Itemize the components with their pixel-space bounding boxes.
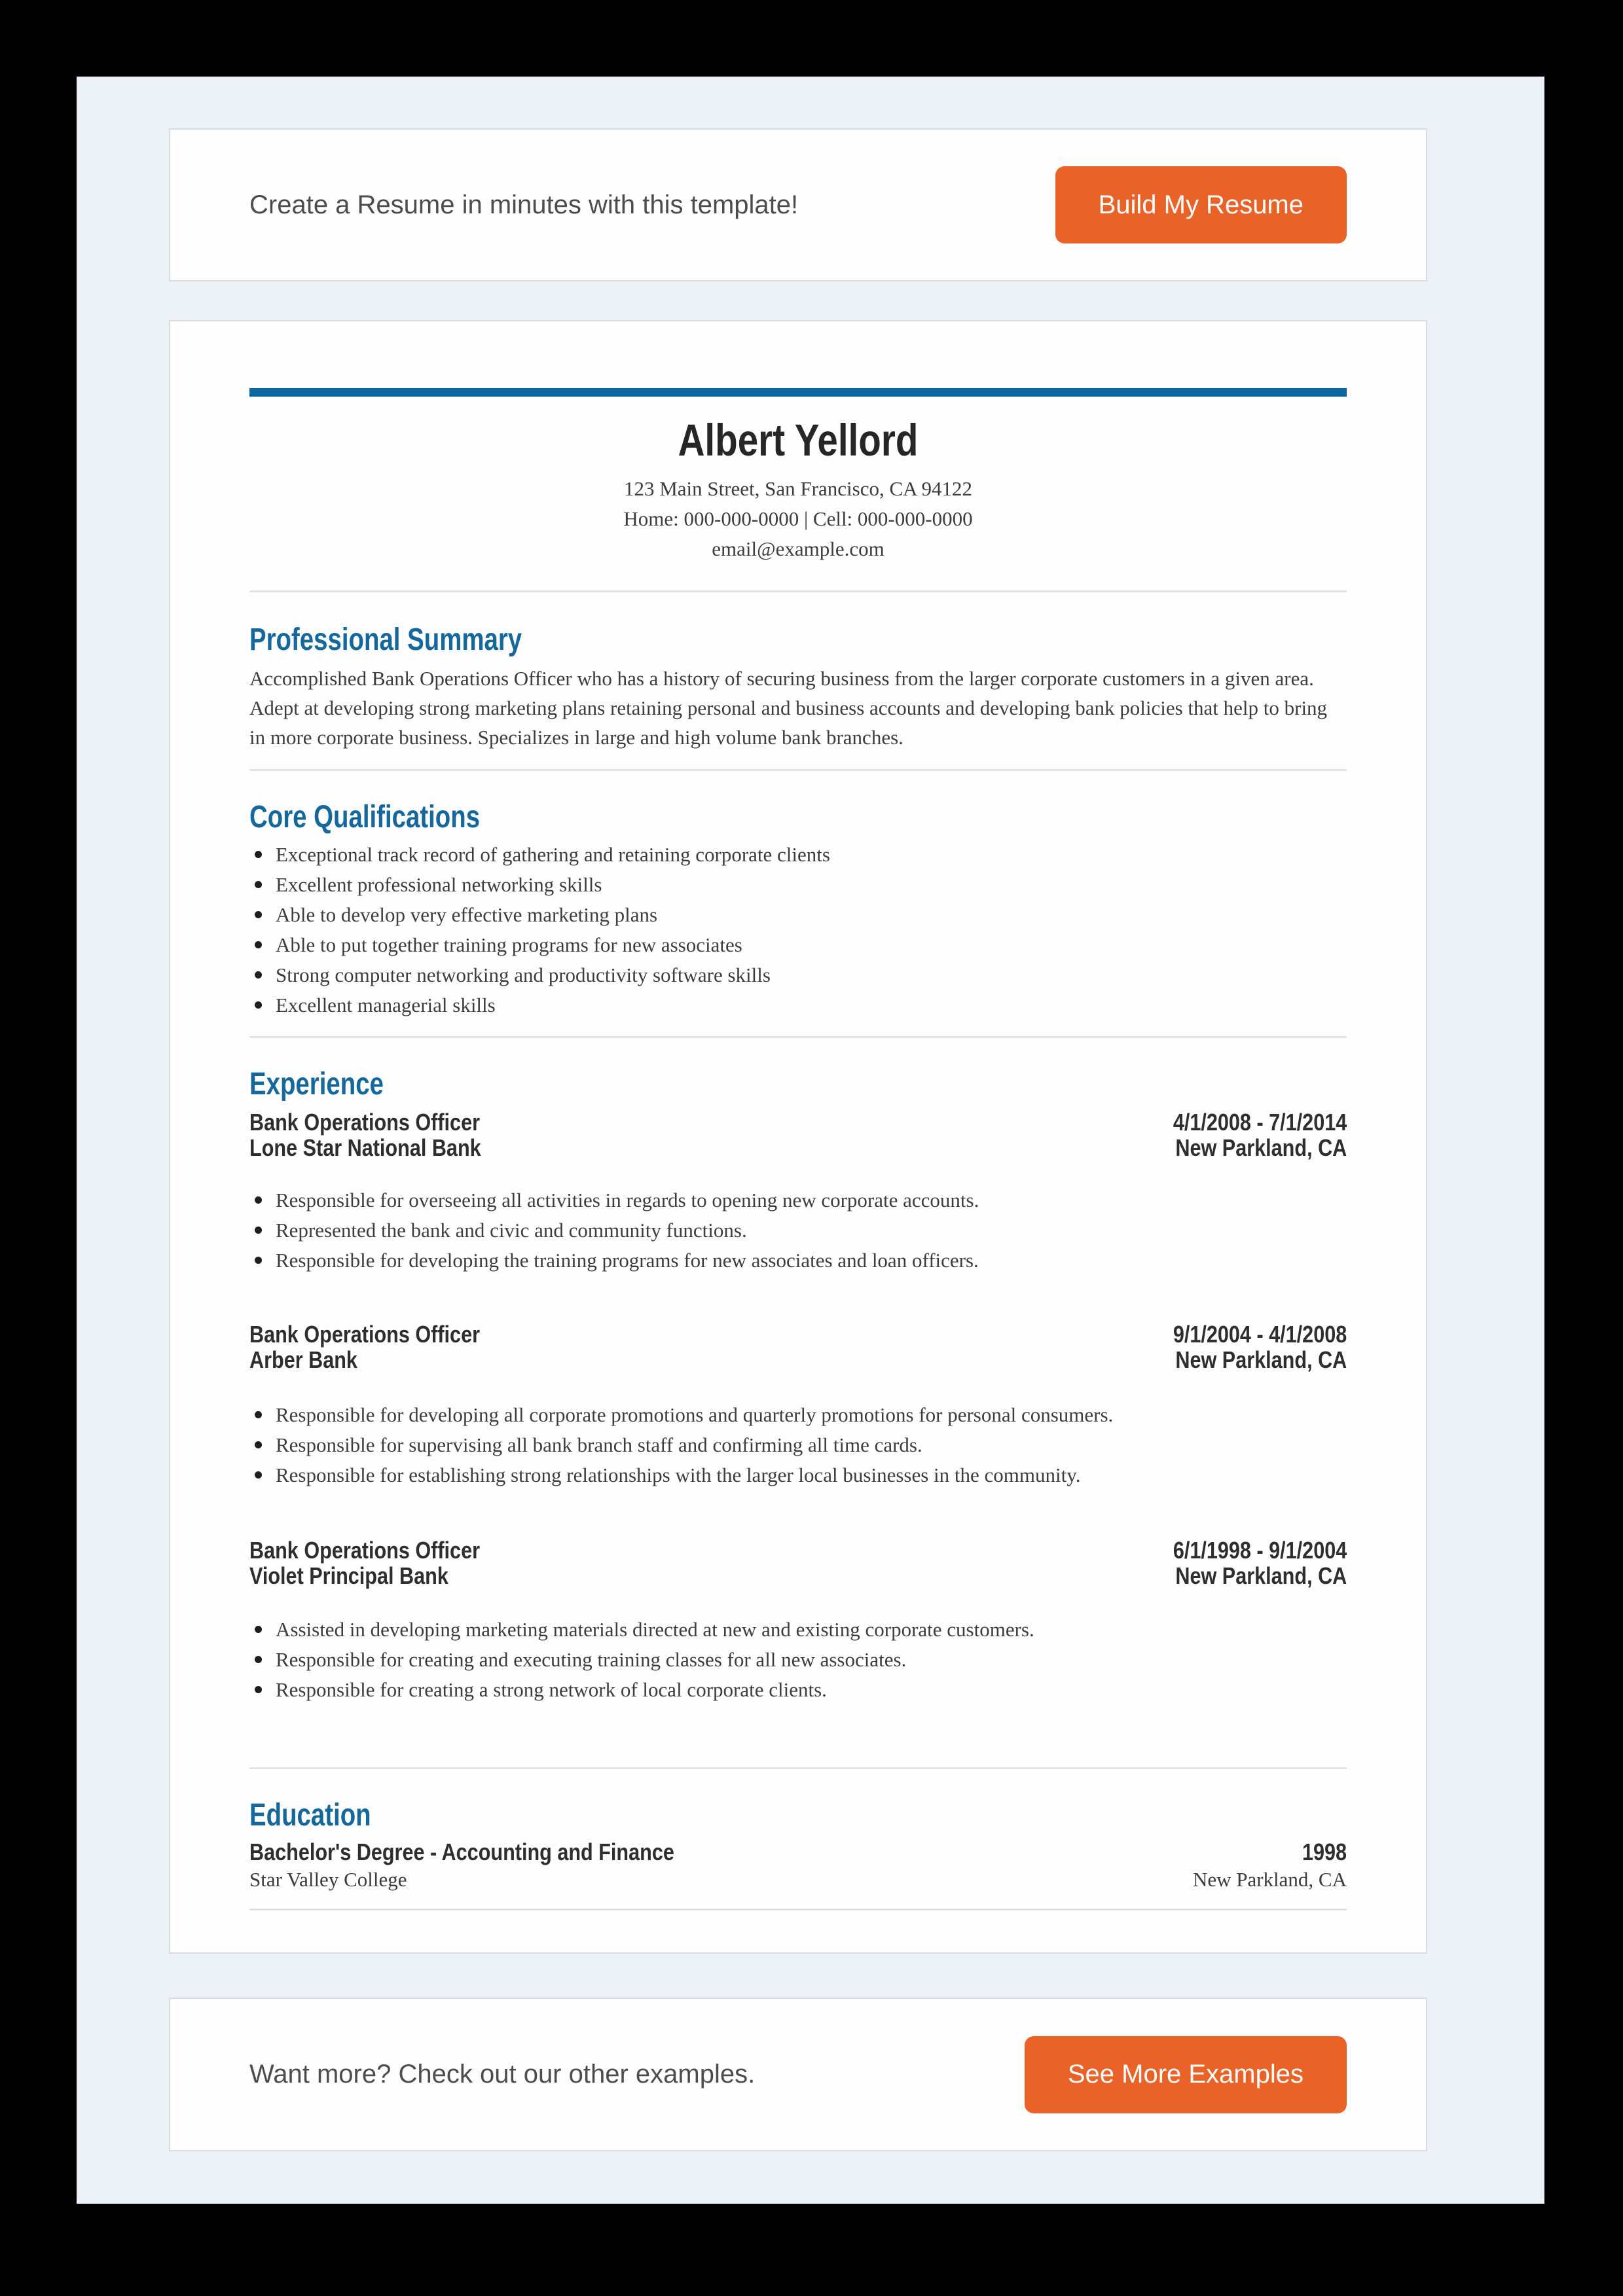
job-title-block bbox=[249, 1109, 522, 1160]
job-employer: Violet Principal Bank bbox=[249, 1562, 448, 1589]
job-header bbox=[249, 1321, 1347, 1372]
job-duties-list bbox=[249, 1615, 1347, 1705]
job-employer: Arber Bank bbox=[249, 1346, 357, 1373]
resume-content bbox=[170, 388, 1426, 1910]
job-title: Bank Operations Officer bbox=[249, 1537, 480, 1564]
job-duty: Responsible for creating a strong network of local corporate clients. bbox=[249, 1675, 1347, 1705]
bottom-banner-message: Want more? Check out our other examples. bbox=[249, 2060, 756, 2089]
build-my-resume-button[interactable]: Build My Resume bbox=[1055, 166, 1347, 243]
job-duty: Assisted in developing marketing materials directed at new and existing corporate customers. bbox=[249, 1615, 1347, 1645]
qualification-item: Excellent professional networking skills bbox=[249, 870, 1347, 900]
job-title-block bbox=[249, 1537, 520, 1588]
job-title: Bank Operations Officer bbox=[249, 1109, 480, 1136]
divider bbox=[249, 1909, 1347, 1910]
job-duty: Responsible for creating and executing training classes for all new associates. bbox=[249, 1645, 1347, 1675]
job-duty: Responsible for developing all corporate promotions and quarterly promotions for personal consumers. bbox=[249, 1400, 1347, 1430]
education-right bbox=[1193, 1839, 1347, 1894]
bottom-cta-banner bbox=[169, 1998, 1427, 2151]
page-background bbox=[77, 77, 1544, 2204]
job-meta-block bbox=[1142, 1109, 1347, 1160]
job-title: Bank Operations Officer bbox=[249, 1321, 480, 1348]
education-school: Star Valley College bbox=[249, 1868, 407, 1891]
candidate-name: Albert Yellord bbox=[678, 415, 919, 465]
education-left bbox=[249, 1839, 749, 1894]
job-duties-list bbox=[249, 1400, 1347, 1490]
job-duty: Responsible for developing the training programs for new associates and loan officers. bbox=[249, 1246, 1347, 1276]
qualification-item: Strong computer networking and productivity software skills bbox=[249, 960, 1347, 990]
divider bbox=[249, 1767, 1347, 1769]
divider bbox=[249, 769, 1347, 771]
qualification-item: Able to put together training programs for new associates bbox=[249, 930, 1347, 960]
summary-text: Accomplished Bank Operations Officer who has a history of securing business from the larger corporate customers in a given area. Adept at developing strong marketing plans retaining personal and business accounts and developing bank policies that help to bring in more corporate business. Specializes in large and high volume bank branches. bbox=[249, 667, 1328, 749]
qualification-item: Able to develop very effective marketing plans bbox=[249, 900, 1347, 930]
qualification-item: Excellent managerial skills bbox=[249, 990, 1347, 1020]
contact-phones: Home: 000-000-0000 | Cell: 000-000-0000 bbox=[623, 507, 973, 530]
education-degree: Bachelor's Degree - Accounting and Finance bbox=[249, 1839, 674, 1865]
summary-heading: Professional Summary bbox=[249, 622, 522, 657]
contact-address: 123 Main Street, San Francisco, CA 94122 bbox=[623, 477, 973, 500]
job-location: New Parkland, CA bbox=[1175, 1562, 1347, 1589]
top-banner-message: Create a Resume in minutes with this template! bbox=[249, 190, 799, 219]
job-meta-block bbox=[1142, 1321, 1347, 1372]
job-dates: 9/1/2004 - 4/1/2008 bbox=[1173, 1321, 1347, 1348]
education-year: 1998 bbox=[1302, 1839, 1347, 1865]
job-location: New Parkland, CA bbox=[1175, 1346, 1347, 1373]
job-location: New Parkland, CA bbox=[1175, 1134, 1347, 1161]
divider bbox=[249, 590, 1347, 592]
top-cta-banner bbox=[169, 128, 1427, 281]
education-heading: Education bbox=[249, 1798, 371, 1833]
job-duty: Responsible for supervising all bank branch staff and confirming all time cards. bbox=[249, 1430, 1347, 1460]
header-accent-bar bbox=[249, 388, 1347, 397]
job-meta-block bbox=[1142, 1537, 1347, 1588]
job-header bbox=[249, 1109, 1347, 1160]
education-location: New Parkland, CA bbox=[1192, 1868, 1347, 1891]
job-employer: Lone Star National Bank bbox=[249, 1134, 481, 1161]
job-duty: Represented the bank and civic and community functions. bbox=[249, 1215, 1347, 1246]
qualification-item: Exceptional track record of gathering and retaining corporate clients bbox=[249, 840, 1347, 870]
job-duty: Responsible for overseeing all activities in regards to opening new corporate accounts. bbox=[249, 1185, 1347, 1215]
job-dates: 4/1/2008 - 7/1/2014 bbox=[1173, 1109, 1347, 1136]
job-duties-list bbox=[249, 1185, 1347, 1276]
resume-preview-card bbox=[169, 320, 1427, 1954]
contact-email: email@example.com bbox=[712, 537, 884, 560]
job-duty: Responsible for establishing strong relationships with the larger local businesses in the community. bbox=[249, 1460, 1347, 1490]
qualifications-heading: Core Qualifications bbox=[249, 800, 481, 834]
see-more-examples-button[interactable]: See More Examples bbox=[1025, 2036, 1347, 2113]
qualifications-list bbox=[249, 840, 1347, 1020]
job-header bbox=[249, 1537, 1347, 1588]
education-entry bbox=[249, 1839, 1347, 1894]
experience-heading: Experience bbox=[249, 1067, 384, 1102]
job-title-block bbox=[249, 1321, 520, 1372]
divider bbox=[249, 1036, 1347, 1038]
job-dates: 6/1/1998 - 9/1/2004 bbox=[1173, 1537, 1347, 1564]
contact-block bbox=[249, 474, 1347, 564]
